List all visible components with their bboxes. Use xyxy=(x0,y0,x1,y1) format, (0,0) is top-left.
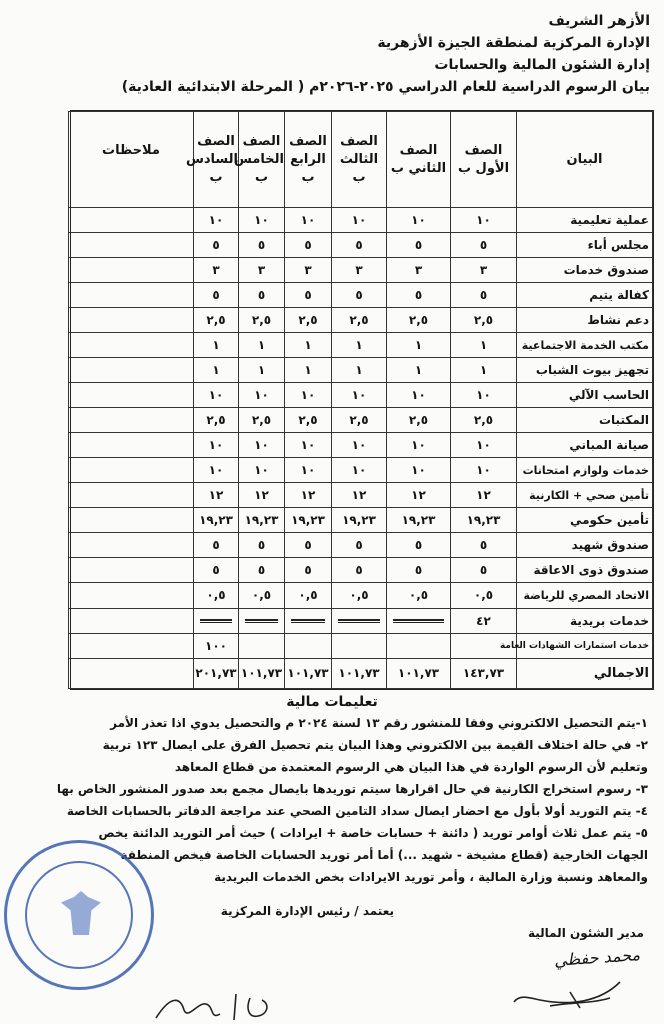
notes-cell xyxy=(69,358,194,383)
fee-cell-g2: ٥ xyxy=(387,283,451,308)
notes-cell xyxy=(69,233,194,258)
header-line-1: الأزهر الشريف xyxy=(548,13,650,29)
table-row xyxy=(69,233,653,258)
total-label: الاجمالي xyxy=(517,658,653,688)
total-cell-g5: ١٠١,٧٣ xyxy=(239,658,285,688)
table-row xyxy=(69,608,653,633)
table-row xyxy=(69,433,653,458)
empty-dash-cell xyxy=(387,608,451,633)
fee-cell-g1: ٥ xyxy=(451,233,517,258)
fee-cell-g2: ١٩,٢٣ xyxy=(387,508,451,533)
notes-cell xyxy=(69,433,194,458)
total-cell-g4: ١٠١,٧٣ xyxy=(285,658,332,688)
fee-cell-g2: ٥ xyxy=(387,558,451,583)
fee-cell-g1: ٣ xyxy=(451,258,517,283)
total-row xyxy=(69,658,653,688)
fee-cell-g1: ٥ xyxy=(451,558,517,583)
total-notes-cell xyxy=(69,658,194,688)
fee-cell-g2: ١٠ xyxy=(387,208,451,233)
fee-cell-g5: ١٠ xyxy=(239,433,285,458)
row-label: المكتبات xyxy=(517,408,653,433)
instruction-line: والمعاهد ونسبة وزارة المالية ، وأمر توريد الايرادات بخص الخدمات البريدية xyxy=(214,870,648,884)
table-row xyxy=(69,633,653,658)
notes-cell xyxy=(69,458,194,483)
fee-cell-g5 xyxy=(239,633,285,658)
fee-cell-g5: ١ xyxy=(239,358,285,383)
fee-cell-g3: ١ xyxy=(332,358,387,383)
row-label: تجهيز بيوت الشباب xyxy=(517,358,653,383)
empty-dash-cell xyxy=(194,608,239,633)
header-grade-1: الصف الأول ب xyxy=(451,112,517,208)
fee-cell-g1: ١٠ xyxy=(451,458,517,483)
fee-cell-g5: ٥ xyxy=(239,558,285,583)
fee-cell-g1: ١٠ xyxy=(451,383,517,408)
table-row xyxy=(69,458,653,483)
fee-cell-g5: ١٢ xyxy=(239,483,285,508)
row-label: صندوق خدمات xyxy=(517,258,653,283)
fee-cell-g3: ٠,٥ xyxy=(332,583,387,608)
fee-cell-g3: ١ xyxy=(332,333,387,358)
fee-cell-g6: ٢,٥ xyxy=(194,408,239,433)
fees-table xyxy=(68,111,653,689)
row-label: مجلس أباء xyxy=(517,233,653,258)
fee-cell-g6: ٥ xyxy=(194,558,239,583)
notes-cell xyxy=(69,608,194,633)
fee-cell-g2 xyxy=(387,633,451,658)
fee-cell-g6: ١ xyxy=(194,358,239,383)
empty-dash-cell xyxy=(239,608,285,633)
table-row xyxy=(69,308,653,333)
fee-cell-g3: ٣ xyxy=(332,258,387,283)
fee-cell-g4: ١٠ xyxy=(285,458,332,483)
fee-cell-g6: ١٠٠ xyxy=(194,633,239,658)
dash-mark xyxy=(393,619,444,623)
fee-cell-g2: ٢,٥ xyxy=(387,408,451,433)
fee-cell-g1: ٤٢ xyxy=(451,608,517,633)
table-row xyxy=(69,208,653,233)
row-label: الحاسب الآلي xyxy=(517,383,653,408)
fee-cell-g2: ١٠ xyxy=(387,458,451,483)
fee-cell-g1: ٢,٥ xyxy=(451,408,517,433)
fee-cell-g4 xyxy=(285,633,332,658)
fee-cell-g6: ١٩,٢٣ xyxy=(194,508,239,533)
total-cell-g6: ٢٠١,٧٣ xyxy=(194,658,239,688)
fee-cell-g4: ١٠ xyxy=(285,208,332,233)
fee-cell-g2: ١٠ xyxy=(387,383,451,408)
approval-label: يعتمد / رئيس الإدارة المركزية xyxy=(220,904,394,918)
table-row xyxy=(69,258,653,283)
header-line-4: بيان الرسوم الدراسية للعام الدراسي ٢٠٢٥-٢٠٢٦م ( المرحلة الابتدائية العادية) xyxy=(121,79,650,95)
notes-cell xyxy=(69,283,194,308)
table-row xyxy=(69,483,653,508)
instruction-line: ٥- يتم عمل ثلاث أوامر توريد ( دائنة + حسابات خاصة + ايرادات ) حيث أمر التوريد الدائنة يخص xyxy=(98,826,648,840)
row-label: تأمين صحي + الكارنية xyxy=(517,483,653,508)
fee-cell-g6: ١٠ xyxy=(194,208,239,233)
instruction-line: ٣- رسوم استخراج الكارنية في حال اقرارها سيتم توريدها بايصال مجمع بعد صدور المنشور الخاص بها xyxy=(56,782,648,796)
header-line-2: الإدارة المركزية لمنطقة الجيزة الأزهرية xyxy=(377,35,650,51)
fees-table-wrapper xyxy=(70,110,654,690)
dash-mark xyxy=(338,619,380,623)
fee-cell-g5: ٢,٥ xyxy=(239,408,285,433)
fee-cell-g4: ١ xyxy=(285,358,332,383)
fee-cell-g4: ١٢ xyxy=(285,483,332,508)
row-label: تأمين حكومي xyxy=(517,508,653,533)
fee-cell-g3: ١٠ xyxy=(332,383,387,408)
fee-cell-g4: ٣ xyxy=(285,258,332,283)
fee-cell-g1: ١٠ xyxy=(451,433,517,458)
fee-cell-g6: ٥ xyxy=(194,283,239,308)
notes-cell xyxy=(69,308,194,333)
fee-cell-g3: ١٠ xyxy=(332,458,387,483)
fee-cell-g1: ٥ xyxy=(451,533,517,558)
fee-cell-g4: ١٩,٢٣ xyxy=(285,508,332,533)
fee-cell-g2: ٥ xyxy=(387,233,451,258)
total-cell-g2: ١٠١,٧٣ xyxy=(387,658,451,688)
fee-cell-g6: ١ xyxy=(194,333,239,358)
table-row xyxy=(69,333,653,358)
fees-table-body xyxy=(69,208,653,689)
header-grade-3: الصف الثالث ب xyxy=(332,112,387,208)
fee-cell-g4: ١ xyxy=(285,333,332,358)
fee-cell-g3: ٢,٥ xyxy=(332,408,387,433)
fee-cell-g5: ١٠ xyxy=(239,383,285,408)
fee-cell-g4: ١٠ xyxy=(285,433,332,458)
table-row xyxy=(69,533,653,558)
total-cell-g1: ١٤٣,٧٣ xyxy=(451,658,517,688)
table-row xyxy=(69,408,653,433)
fee-cell-g4: ٥ xyxy=(285,558,332,583)
fee-cell-g5: ١٠ xyxy=(239,208,285,233)
header-notes: ملاحظات xyxy=(69,112,194,208)
official-stamp-icon xyxy=(4,840,154,990)
header-grade-6: الصف السادس ب xyxy=(194,112,239,208)
dash-mark xyxy=(200,619,232,623)
notes-cell xyxy=(69,533,194,558)
dash-mark xyxy=(245,619,278,623)
row-label: خدمات ولوازم امتحانات xyxy=(517,458,653,483)
fee-cell-g4: ٢,٥ xyxy=(285,408,332,433)
fee-cell-g3: ١٠ xyxy=(332,433,387,458)
header-grade-2: الصف الثاني ب xyxy=(387,112,451,208)
row-label: دعم نشاط xyxy=(517,308,653,333)
instruction-line: ٢- في حالة اختلاف القيمة بين الالكتروني وهذا البيان يتم تحصيل الفرق على ايصال ١٢٣ تربية xyxy=(102,738,648,752)
notes-cell xyxy=(69,333,194,358)
fee-cell-g1: ٢,٥ xyxy=(451,308,517,333)
handwritten-name: محمد حفظي xyxy=(553,945,641,970)
header-grade-5: الصف الخامس ب xyxy=(239,112,285,208)
approval-signature-icon xyxy=(150,990,280,1024)
fee-cell-g1: ١٠ xyxy=(451,208,517,233)
table-row xyxy=(69,283,653,308)
row-label: خدمات استمارات الشهادات العامة xyxy=(517,633,653,658)
fee-cell-g3: ٥ xyxy=(332,533,387,558)
fee-cell-g2: ١٢ xyxy=(387,483,451,508)
notes-cell xyxy=(69,583,194,608)
notes-cell xyxy=(69,483,194,508)
row-label: عملية تعليمية xyxy=(517,208,653,233)
fee-cell-g6: ٥ xyxy=(194,233,239,258)
fee-cell-g6: ٠,٥ xyxy=(194,583,239,608)
fee-cell-g6: ١٠ xyxy=(194,433,239,458)
notes-cell xyxy=(69,408,194,433)
fee-cell-g3: ٢,٥ xyxy=(332,308,387,333)
fee-cell-g6: ٢,٥ xyxy=(194,308,239,333)
fee-cell-g5: ٥ xyxy=(239,533,285,558)
fee-cell-g5: ١ xyxy=(239,333,285,358)
row-label: خدمات بريدية xyxy=(517,608,653,633)
fee-cell-g3: ١٠ xyxy=(332,208,387,233)
fee-cell-g4: ١٠ xyxy=(285,383,332,408)
fee-cell-g6: ٣ xyxy=(194,258,239,283)
fee-cell-g4: ٢,٥ xyxy=(285,308,332,333)
fee-cell-g6: ٥ xyxy=(194,533,239,558)
fee-cell-g2: ١ xyxy=(387,333,451,358)
fee-cell-g2: ١ xyxy=(387,358,451,383)
fee-cell-g6: ١٠ xyxy=(194,458,239,483)
fee-cell-g5: ٣ xyxy=(239,258,285,283)
fee-cell-g2: ٣ xyxy=(387,258,451,283)
instruction-line: الجهات الخارجية (قطاع مشيخة - شهيد ...) أما أمر توريد الحسابات الخاصة فيخص المنطقة xyxy=(120,848,648,862)
fee-cell-g6: ١٢ xyxy=(194,483,239,508)
fee-cell-g2: ٠,٥ xyxy=(387,583,451,608)
header-line-3: إدارة الشئون المالية والحسابات xyxy=(434,57,650,73)
fee-cell-g6: ١٠ xyxy=(194,383,239,408)
instructions-title: تعليمات مالية xyxy=(286,694,378,710)
fee-cell-g5: ٢,٥ xyxy=(239,308,285,333)
fee-cell-g3: ١٩,٢٣ xyxy=(332,508,387,533)
fee-cell-g4: ٥ xyxy=(285,283,332,308)
fee-cell-g5: ٠,٥ xyxy=(239,583,285,608)
empty-dash-cell xyxy=(285,608,332,633)
instruction-line: ١-يتم التحصيل الالكتروني وفقا للمنشور رقم ١٣ لسنة ٢٠٢٤ م والتحصيل يدوي اذا تعذر الأمر xyxy=(110,716,648,730)
fee-cell-g3: ٥ xyxy=(332,558,387,583)
fee-cell-g2: ٢,٥ xyxy=(387,308,451,333)
fee-cell-g2: ٥ xyxy=(387,533,451,558)
table-row xyxy=(69,358,653,383)
fee-cell-g2: ١٠ xyxy=(387,433,451,458)
fee-cell-g4: ٥ xyxy=(285,533,332,558)
fee-cell-g1: ٥ xyxy=(451,283,517,308)
fee-cell-g1: ١ xyxy=(451,333,517,358)
finance-manager-label: مدير الشئون المالية xyxy=(527,926,644,940)
table-row xyxy=(69,558,653,583)
instruction-line: ٤- يتم التوريد أولا بأول مع احضار ايصال سداد التامين الصحي عند مراجعة الدفاتر بالحسابات الخاصة xyxy=(66,804,648,818)
dash-mark xyxy=(291,619,325,623)
table-row xyxy=(69,508,653,533)
row-label: صيانة المباني xyxy=(517,433,653,458)
instruction-line: وتعليم لأن الرسوم الواردة في هذا البيان هي الرسوم المعتمدة من قطاع المعاهد xyxy=(174,760,648,774)
empty-dash-cell xyxy=(332,608,387,633)
total-cell-g3: ١٠١,٧٣ xyxy=(332,658,387,688)
row-label: مكتب الخدمة الاجتماعية xyxy=(517,333,653,358)
fee-cell-g1: ١٢ xyxy=(451,483,517,508)
row-label: الاتحاد المصري للرياضة xyxy=(517,583,653,608)
fee-cell-g5: ١٠ xyxy=(239,458,285,483)
row-label: كفالة يتيم xyxy=(517,283,653,308)
fee-cell-g5: ٥ xyxy=(239,283,285,308)
table-row xyxy=(69,383,653,408)
fee-cell-g1: ٠,٥ xyxy=(451,583,517,608)
notes-cell xyxy=(69,383,194,408)
finance-signature-icon xyxy=(510,972,630,1012)
header-item: البيان xyxy=(517,112,653,208)
notes-cell xyxy=(69,208,194,233)
row-label: صندوق شهيد xyxy=(517,533,653,558)
notes-cell xyxy=(69,508,194,533)
fee-cell-g3: ٥ xyxy=(332,233,387,258)
table-row xyxy=(69,583,653,608)
notes-cell xyxy=(69,258,194,283)
fee-cell-g5: ٥ xyxy=(239,233,285,258)
notes-cell xyxy=(69,633,194,658)
fee-cell-g3: ١٢ xyxy=(332,483,387,508)
document-header xyxy=(10,10,650,98)
header-grade-4: الصف الرابع ب xyxy=(285,112,332,208)
row-label: صندوق ذوى الاعاقة xyxy=(517,558,653,583)
fee-cell-g3: ٥ xyxy=(332,283,387,308)
notes-cell xyxy=(69,558,194,583)
fee-cell-g1: ١٩,٢٣ xyxy=(451,508,517,533)
fee-cell-g3 xyxy=(332,633,387,658)
fee-cell-g4: ٥ xyxy=(285,233,332,258)
fee-cell-g4: ٠,٥ xyxy=(285,583,332,608)
fee-cell-g1: ١ xyxy=(451,358,517,383)
fee-cell-g5: ١٩,٢٣ xyxy=(239,508,285,533)
